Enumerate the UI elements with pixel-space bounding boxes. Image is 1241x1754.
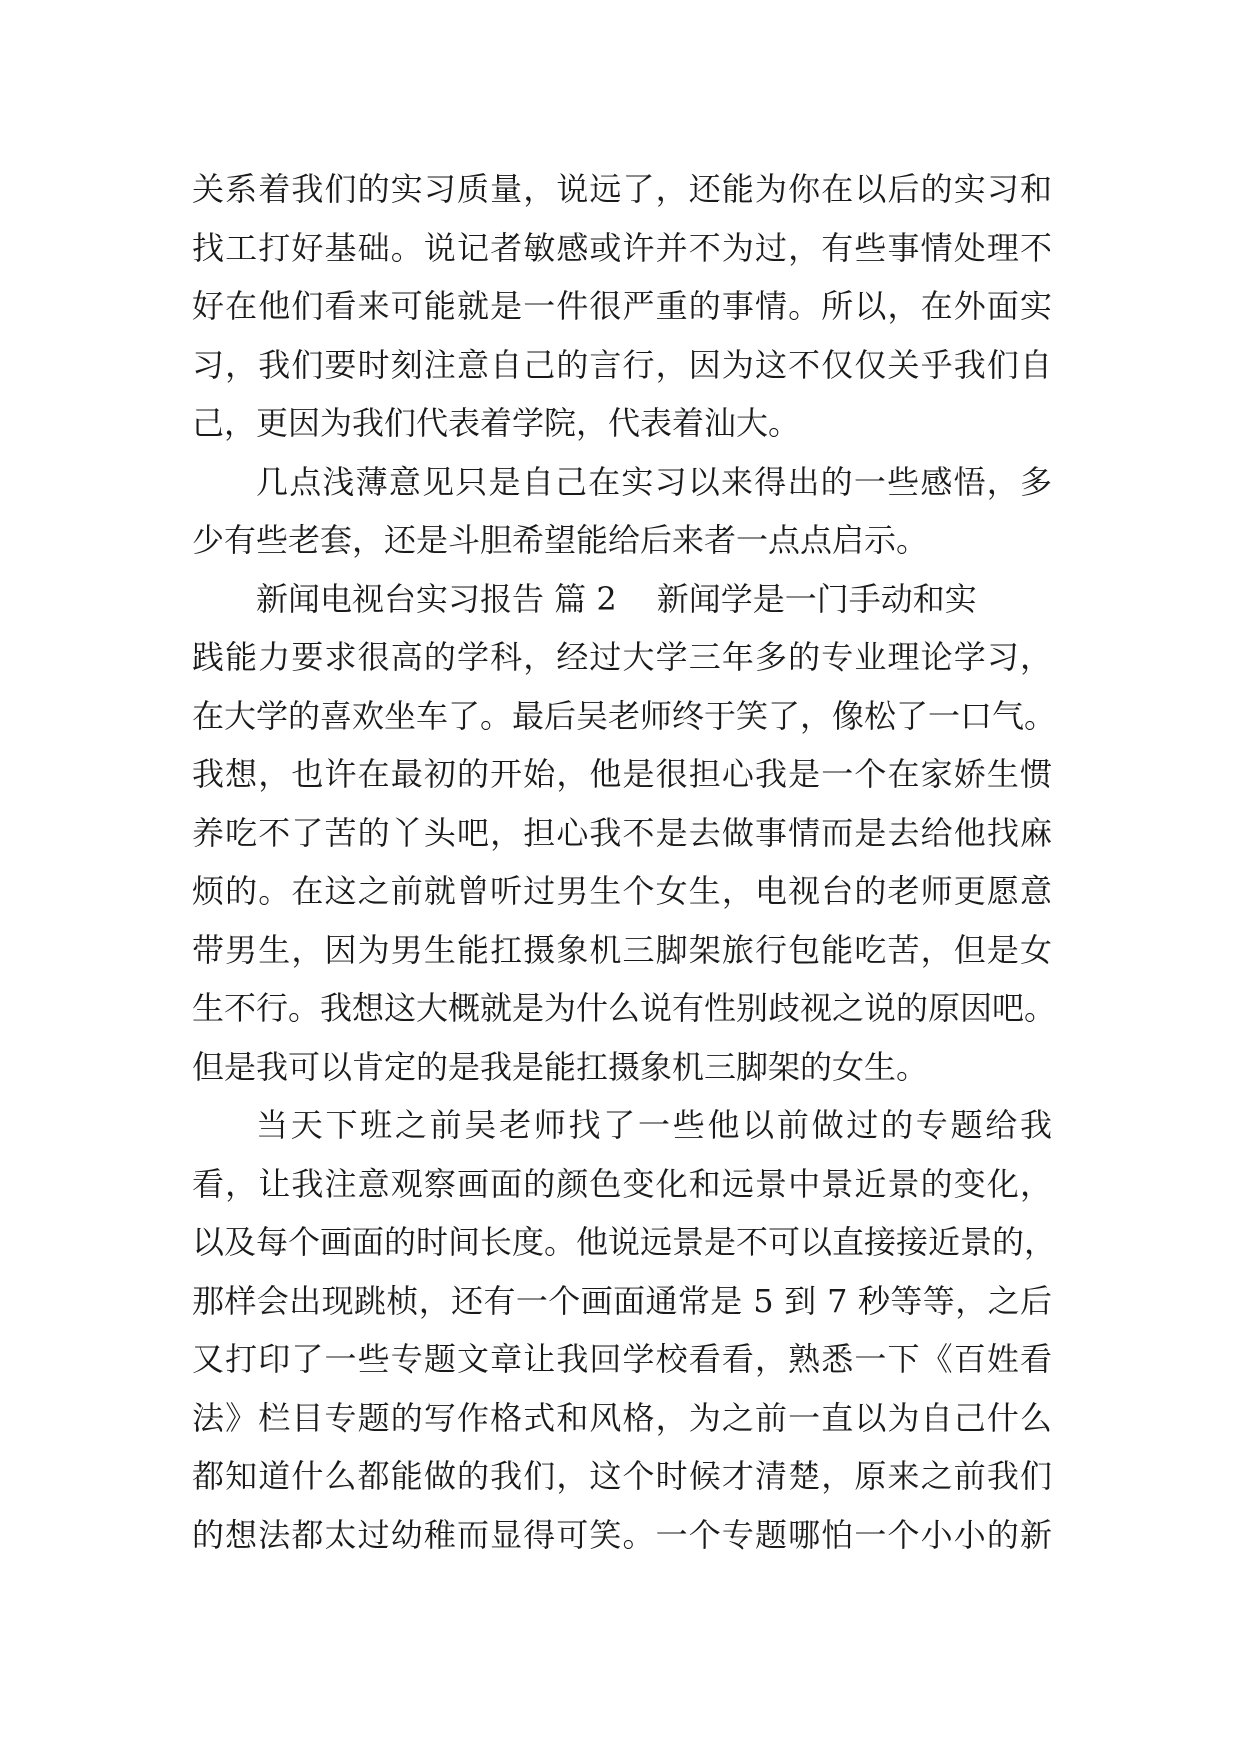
text-line: 都知道什么都能做的我们，这个时候才清楚，原来之前我们: [192, 1457, 1052, 1495]
text-line: 习，我们要时刻注意自己的言行，因为这不仅仅关乎我们自: [192, 345, 1052, 384]
text-line: 我想，也许在最初的开始，他是很担心我是一个在家娇生惯: [192, 755, 1052, 793]
text-line: 在大学的喜欢坐车了。最后吴老师终于笑了，像松了一口气。: [192, 696, 1057, 735]
text-line: 当天下班之前吴老师找了一些他以前做过的专题给我: [256, 1106, 1052, 1144]
text-line: 法》栏目专题的写作格式和风格，为之前一直以为自己什么: [192, 1398, 1052, 1437]
section-heading: 新闻电视台实习报告 篇 2: [256, 579, 617, 618]
text-line-fragment: 新闻学是一门手动和实: [656, 579, 977, 618]
text-line: 但是我可以肯定的是我是能扛摄象机三脚架的女生。: [192, 1047, 929, 1086]
body-text: [192, 160, 1057, 1564]
text-line: 好在他们看来可能就是一件很严重的事情。所以，在外面实: [192, 287, 1052, 325]
text-line: 关系着我们的实习质量，说远了，还能为你在以后的实习和: [192, 170, 1052, 208]
text-line: 又打印了一些专题文章让我回学校看看，熟悉一下《百姓看: [192, 1340, 1052, 1378]
text-line: 带男生，因为男生能扛摄象机三脚架旅行包能吃苦，但是女: [192, 930, 1052, 969]
text-line: 生不行。我想这大概就是为什么说有性别歧视之说的原因吧。: [192, 989, 1057, 1027]
text-line: 践能力要求很高的学科，经过大学三年多的专业理论学习，: [192, 638, 1052, 676]
text-line: 那样会出现跳桢，还有一个画面通常是 5 到 7 秒等等，之后: [192, 1281, 1052, 1320]
text-line: 以及每个画面的时间长度。他说远景是不可以直接接近景的，: [192, 1223, 1057, 1261]
section-heading-line: [192, 570, 1052, 629]
text-line: 己，更因为我们代表着学院，代表着汕大。: [192, 404, 801, 442]
text-line: 养吃不了苦的丫头吧，担心我不是去做事情而是去给他找麻: [192, 813, 1052, 852]
text-line: 看，让我注意观察画面的颜色变化和远景中景近景的变化，: [192, 1164, 1052, 1203]
text-line: 少有些老套，还是斗胆希望能给后来者一点点启示。: [192, 521, 929, 559]
text-line: 的想法都太过幼稚而显得可笑。一个专题哪怕一个小小的新: [192, 1515, 1052, 1554]
text-line: 几点浅薄意见只是自己在实习以来得出的一些感悟，多: [256, 462, 1052, 501]
text-line: 找工打好基础。说记者敏感或许并不为过，有些事情处理不: [192, 228, 1052, 267]
text-line: 烦的。在这之前就曾听过男生个女生，电视台的老师更愿意: [192, 872, 1052, 910]
